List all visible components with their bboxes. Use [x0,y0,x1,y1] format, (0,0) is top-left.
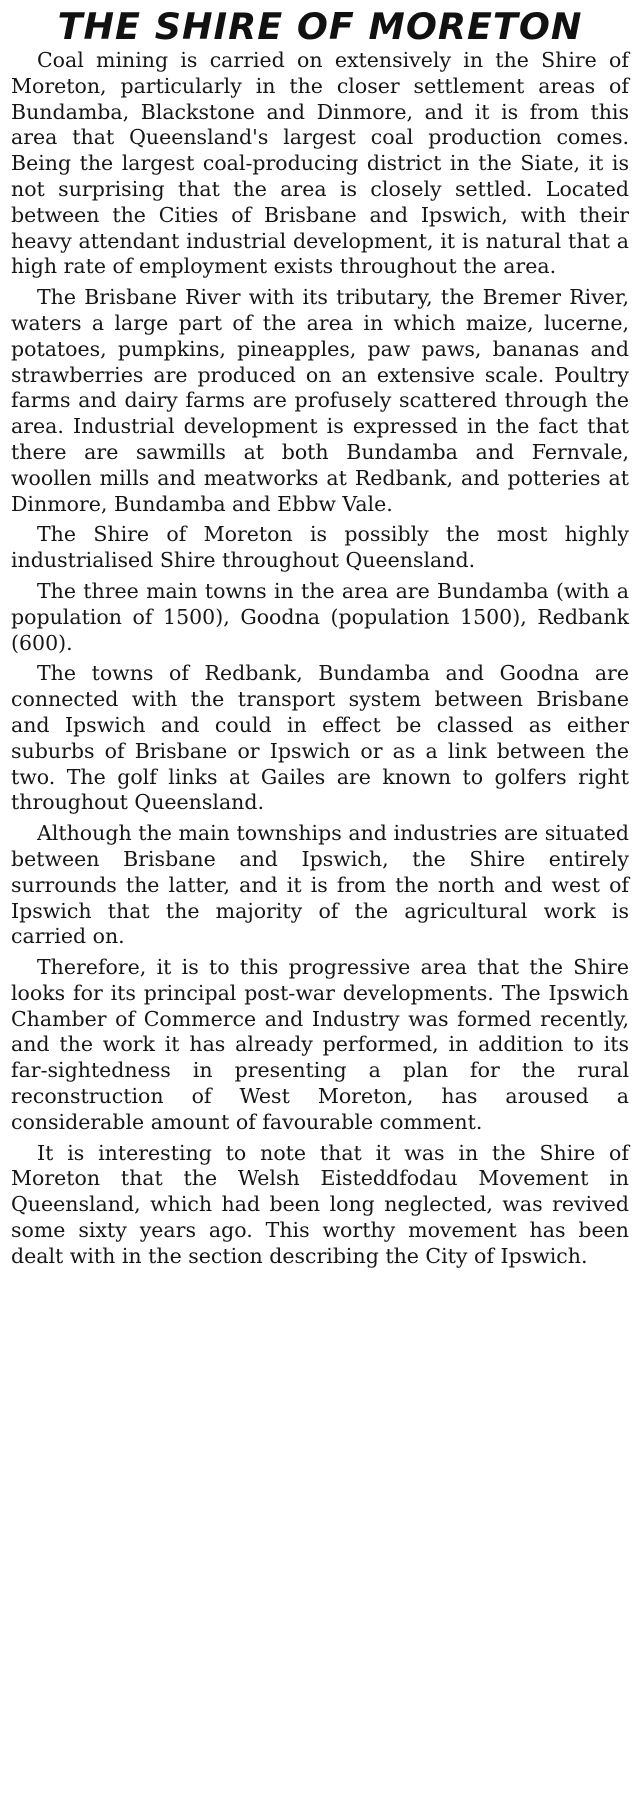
paragraph-coal-mining: Coal mining is carried on extensively in the Shire of Moreton, particularly in the closer settlement areas of Bundamba, Blackstone and Dinmore, and it is from this area that Queensland's largest coal production comes. Being the largest coal-producing district in the Siate, it is not surprising that the area is closely settled. Located between the Cities of Brisbane and Ipswich, with their heavy attendant industrial development, it is natural that a high rate of employment exists throughout the area. [11,48,629,279]
paragraph-brisbane-river: The Brisbane River with its tributary, the Bremer River, waters a large part of the area in which maize, lucerne, potatoes, pumpkins, pineapples, paw paws, bananas and strawberries are produced on an extensive scale. Poultry farms and dairy farms are profusely scattered through the area. Industrial development is expressed in the fact that there are sawmills at both Bundamba and Fernvale, woollen mills and meatworks at Redbank, and potteries at Dinmore, Bundamba and Ebbw Vale. [11,285,629,516]
paragraph-townships-industries: Although the main townships and industries are situated between Brisbane and Ipswich, the Shire entirely surrounds the latter, and it is from the north and west of Ipswich that the majority of the agricultural work is carried on. [11,821,629,949]
paragraph-transport-system: The towns of Redbank, Bundamba and Goodna are connected with the transport system between Brisbane and Ipswich and could in effect be classed as either suburbs of Brisbane or Ipswich or as a link between the two. The golf links at Gailes are known to golfers right throughout Queensland. [11,661,629,815]
paragraph-eisteddfodau: It is interesting to note that it was in the Shire of Moreton that the Welsh Eisteddfodau Movement in Queensland, which had been long neglected, was revived some sixty years ago. This worthy movement has been dealt with in the section describing the City of Ipswich. [11,1140,629,1268]
article-body [11,48,629,1270]
paragraph-industrialised-shire: The Shire of Moreton is possibly the most highly industrialised Shire throughout Queensland. [11,522,629,573]
article-title: THE SHIRE OF MORETON [57,5,583,48]
paragraph-post-war-developments: Therefore, it is to this progressive area that the Shire looks for its principal post-war developments. The Ipswich Chamber of Commerce and Industry was formed recently, and the work it has already performed, in addition to its far-sightedness in presenting a plan for the rural reconstruction of West Moreton, has aroused a considerable amount of favourable comment. [11,955,629,1134]
paragraph-main-towns: The three main towns in the area are Bundamba (with a population of 1500), Goodna (population 1500), Redbank (600). [11,578,629,655]
